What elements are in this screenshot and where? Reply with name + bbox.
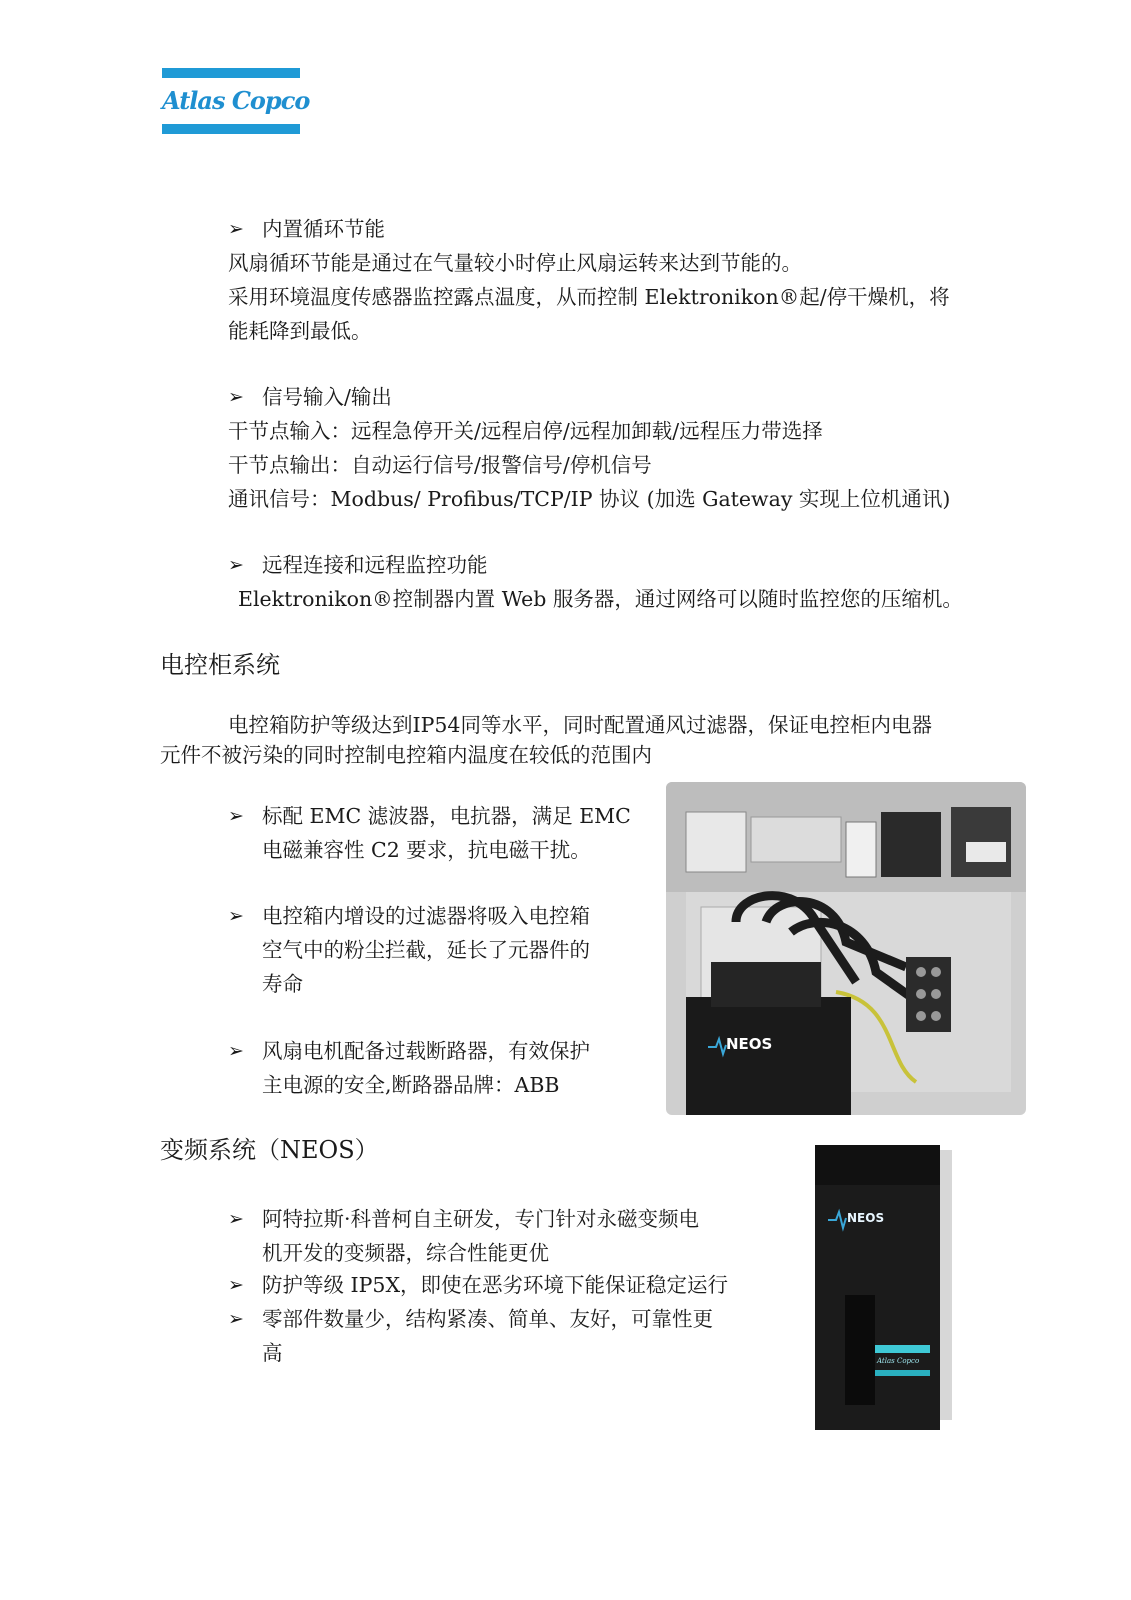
drive-photo-brand: Atlas Copco	[877, 1357, 920, 1365]
arrowhead-bullet-icon: ➢	[228, 1040, 244, 1062]
signals-line: 干节点输出：自动运行信号/报警信号/停机信号	[228, 453, 652, 477]
bullet-text-line: 电磁兼容性 C2 要求，抗电磁干扰。	[262, 838, 591, 862]
cooling-bullet	[228, 212, 385, 246]
bullet-text-line: 主电源的安全,断路器品牌：ABB	[262, 1073, 560, 1097]
vfd-heading: 变频系统（NEOS）	[160, 1136, 379, 1164]
vfd-bullet-parts	[228, 1302, 713, 1370]
logo-wordmark: Atlas Copco	[162, 86, 310, 115]
bullet-text-line: 防护等级 IP5X，即使在恶劣环境下能保证稳定运行	[262, 1273, 729, 1297]
signals-line: 干节点输入：远程急停开关/远程启停/远程加卸载/远程压力带选择	[228, 419, 823, 443]
atlas-copco-logo	[162, 68, 310, 134]
cooling-line: 能耗降到最低。	[228, 319, 372, 343]
signals-title: 信号输入/输出	[262, 385, 392, 409]
cabinet-photo-label: NEOS	[726, 1035, 773, 1053]
signals-line: 通讯信号：Modbus/ Profibus/TCP/IP 协议 (加选 Gateway 实现上位机通讯)	[228, 487, 951, 511]
bullet-text-line: 空气中的粉尘拦截，延长了元器件的	[262, 938, 590, 962]
arrowhead-bullet-icon: ➢	[228, 1274, 244, 1296]
bullet-text-line: 电控箱内增设的过滤器将吸入电控箱	[262, 904, 590, 928]
bullet-text-line: 零部件数量少，结构紧凑、简单、友好，可靠性更	[262, 1307, 713, 1331]
signals-bullet	[228, 380, 392, 414]
bullet-text-line: 机开发的变频器，综合性能更优	[262, 1241, 549, 1265]
bullet-text-line: 高	[262, 1341, 283, 1365]
neos-drive-photo	[810, 1140, 955, 1435]
cabinet-bullet-breaker	[228, 1034, 590, 1102]
cabinet-heading: 电控柜系统	[160, 651, 280, 679]
arrowhead-bullet-icon: ➢	[228, 386, 244, 408]
logo-top-bar	[162, 68, 300, 78]
cooling-line: 采用环境温度传感器监控露点温度，从而控制 Elektronikon®起/停干燥机，将	[228, 285, 950, 309]
vfd-bullet-ip	[228, 1268, 728, 1302]
arrowhead-bullet-icon: ➢	[228, 805, 244, 827]
cabinet-photo	[666, 782, 1026, 1115]
arrowhead-bullet-icon: ➢	[228, 1308, 244, 1330]
cooling-line: 风扇循环节能是通过在气量较小时停止风扇运转来达到节能的。	[228, 251, 802, 275]
bullet-text-line: 寿命	[262, 972, 303, 996]
cooling-title: 内置循环节能	[262, 217, 385, 241]
cabinet-bullet-filter	[228, 899, 590, 1001]
arrowhead-bullet-icon: ➢	[228, 905, 244, 927]
remote-title: 远程连接和远程监控功能	[262, 553, 488, 577]
bullet-text-line: 风扇电机配备过载断路器，有效保护	[262, 1039, 590, 1063]
cabinet-paragraph-line: 电控箱防护等级达到IP54同等水平，同时配置通风过滤器，保证电控柜内电器	[228, 713, 932, 737]
bullet-text-line: 阿特拉斯·科普柯自主研发，专门针对永磁变频电	[262, 1207, 700, 1231]
drive-photo-label: NEOS	[847, 1211, 885, 1225]
arrowhead-bullet-icon: ➢	[228, 1208, 244, 1230]
arrowhead-bullet-icon: ➢	[228, 218, 244, 240]
remote-bullet	[228, 548, 488, 582]
vfd-bullet-rnd	[228, 1202, 699, 1270]
cabinet-paragraph-line: 元件不被污染的同时控制电控箱内温度在较低的范围内	[160, 743, 652, 767]
bullet-text-line: 标配 EMC 滤波器，电抗器，满足 EMC	[262, 804, 631, 828]
logo-bottom-bar	[162, 124, 300, 134]
arrowhead-bullet-icon: ➢	[228, 554, 244, 576]
cabinet-bullet-emc	[228, 799, 631, 867]
remote-line: Elektronikon®控制器内置 Web 服务器，通过网络可以随时监控您的压缩机。	[238, 587, 963, 611]
